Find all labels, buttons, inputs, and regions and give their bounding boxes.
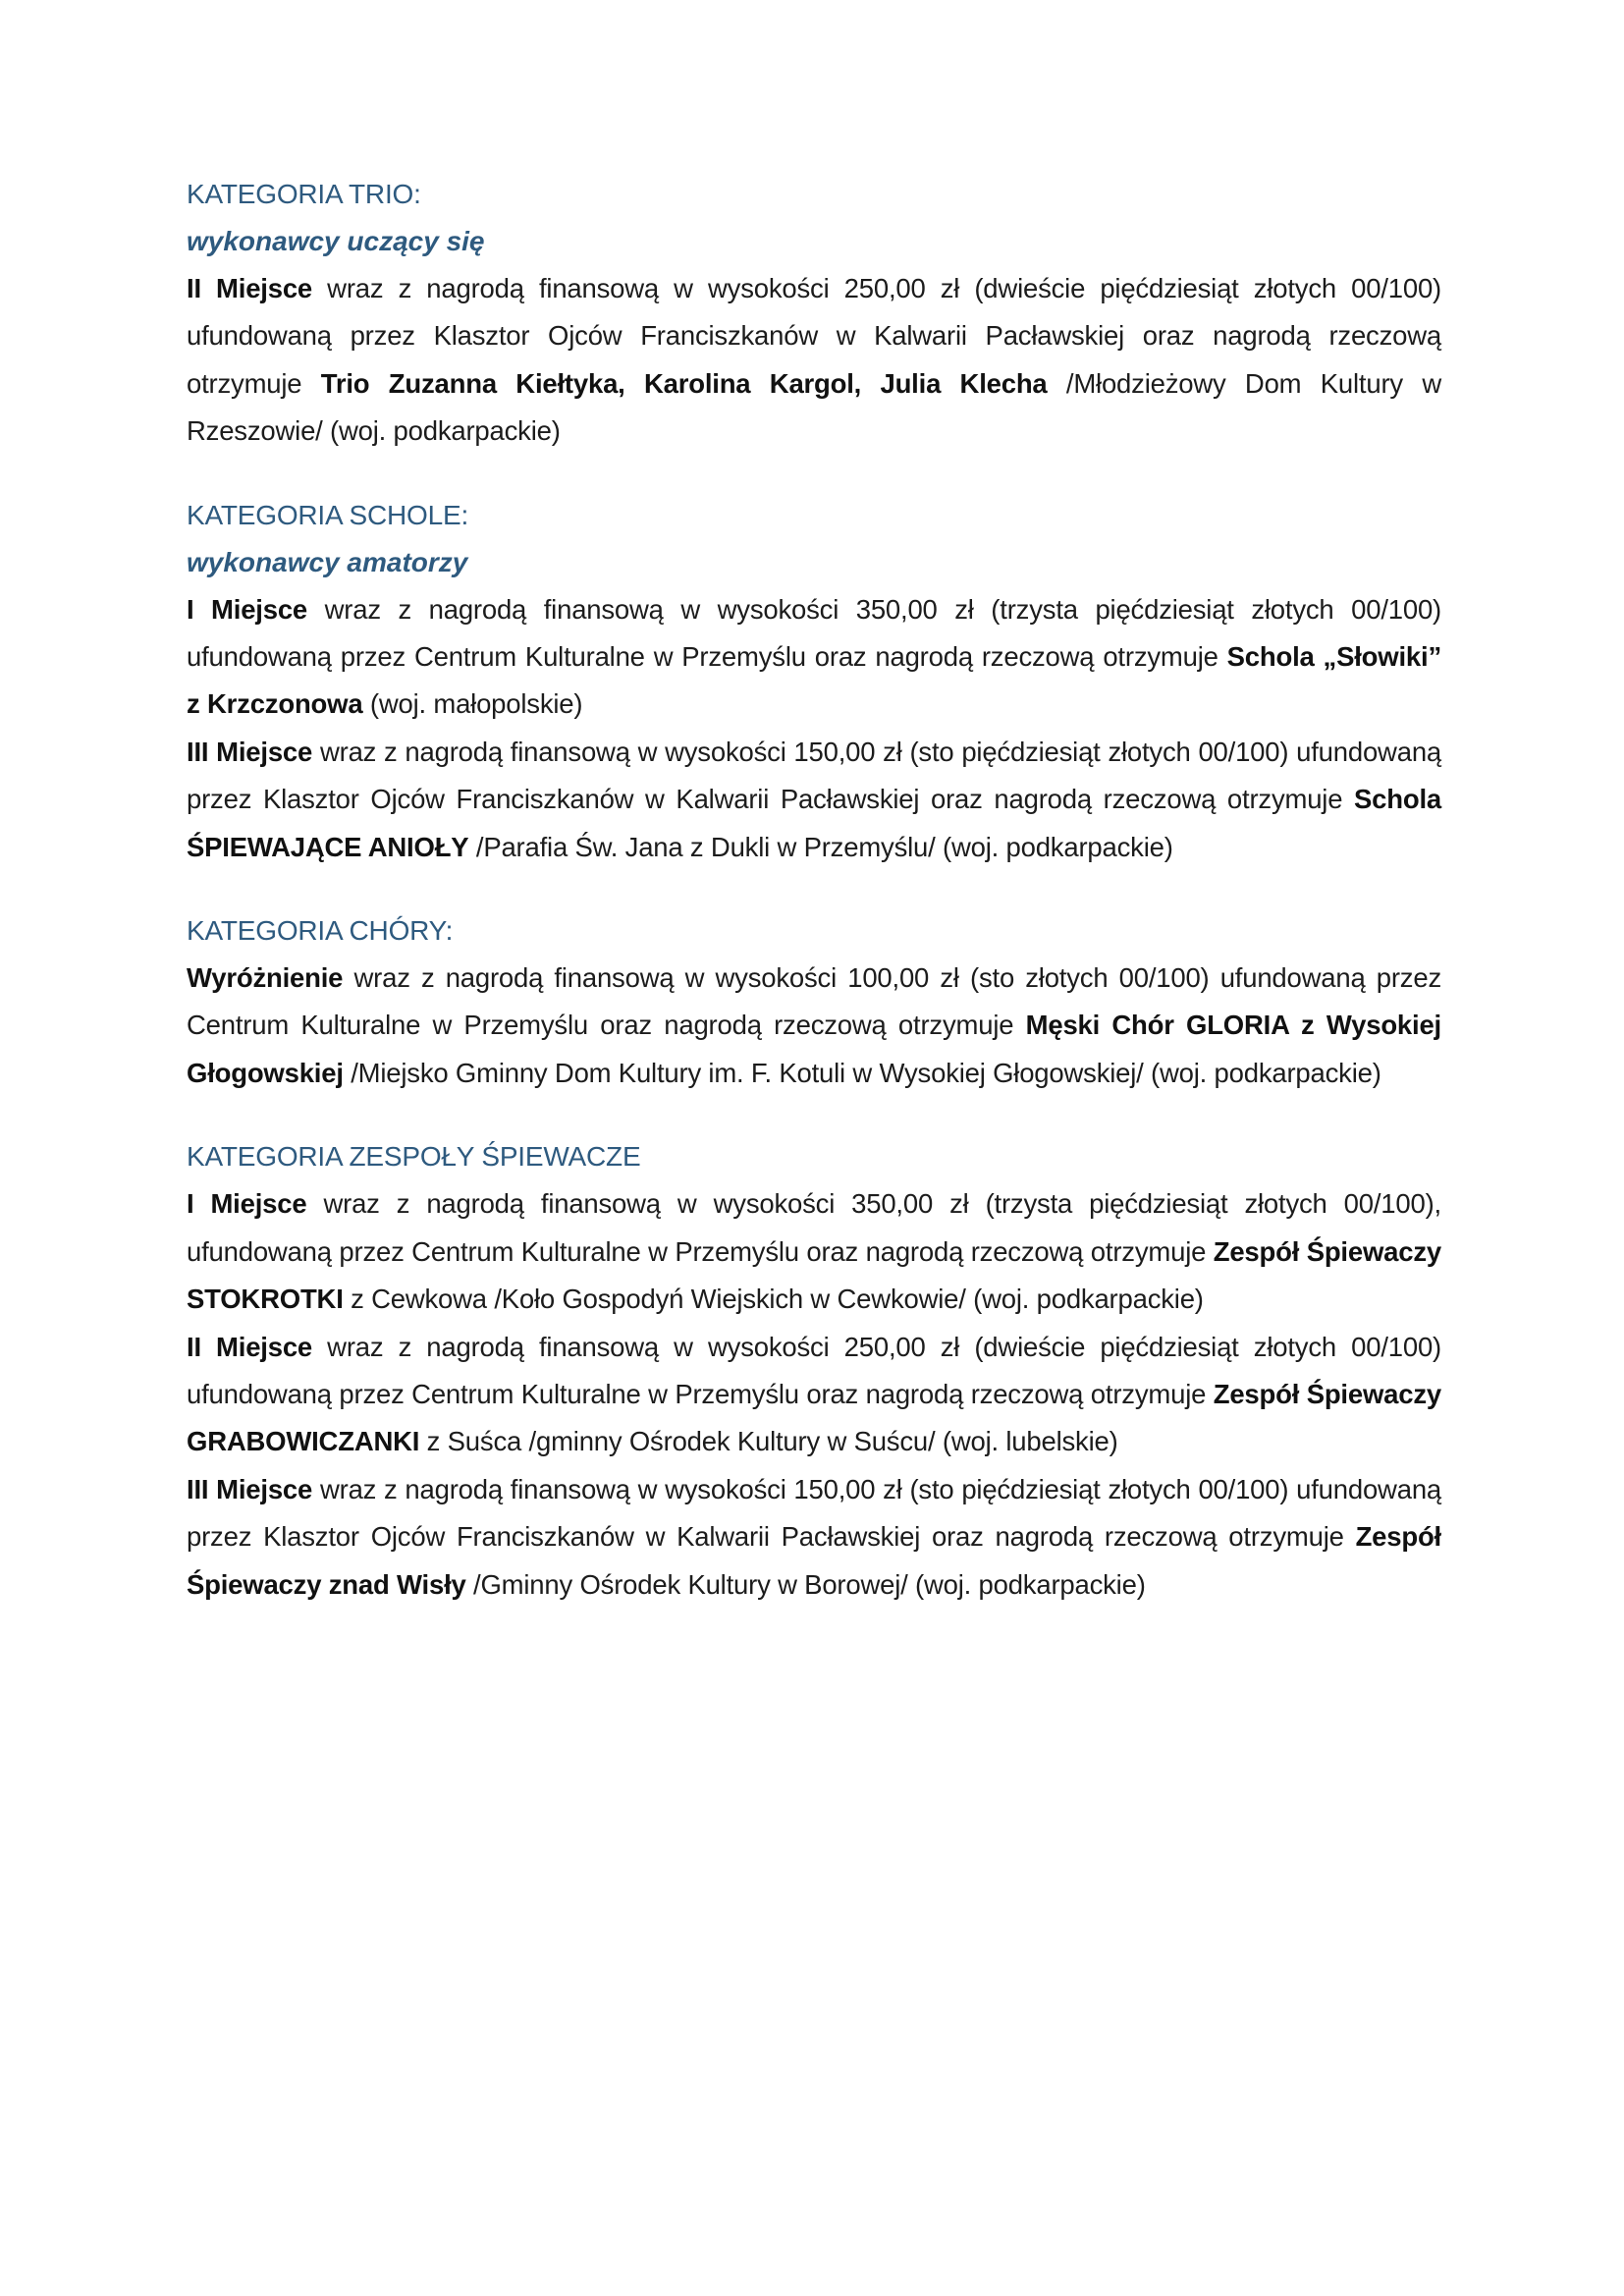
- award-entry: [187, 265, 1441, 456]
- award-entry: [187, 955, 1441, 1097]
- award-affiliation: /Gminny Ośrodek Kultury w Borowej/ (woj. podkarpackie): [465, 1568, 1146, 1600]
- award-description: wraz z nagrodą finansową w wysokości 100,00 zł (sto złotych 00/100) ufundowaną przez Centrum Kulturalne w Przemyślu oraz nagrodą rzeczową otrzymuje: [187, 962, 1441, 1041]
- award-place: I Miejsce: [187, 593, 308, 625]
- award-entry: [187, 729, 1441, 871]
- award-winner: Trio Zuzanna Kiełtyka, Karolina Kargol, Julia Klecha: [320, 367, 1048, 399]
- award-entry: [187, 1466, 1441, 1609]
- section-trio: [187, 171, 1441, 456]
- category-title: KATEGORIA CHÓRY:: [187, 915, 454, 947]
- award-entry: [187, 586, 1441, 729]
- award-place: I Miejsce: [187, 1188, 307, 1220]
- award-place: II Miejsce: [187, 1331, 313, 1362]
- award-description: wraz z nagrodą finansową w wysokości 350,00 zł (trzysta pięćdziesiąt złotych 00/100) ufundowaną przez Centrum Kulturalne w Przemyślu oraz nagrodą rzeczową otrzymuje: [187, 593, 1441, 673]
- award-winner: Zespół Śpiewaczy STOKROTKI: [187, 1235, 1441, 1315]
- award-entry: [187, 1180, 1441, 1323]
- award-winner: Zespół Śpiewaczy znad Wisły: [187, 1521, 1441, 1600]
- section-chory: [187, 907, 1441, 1097]
- award-place: III Miejsce: [187, 1473, 313, 1504]
- award-affiliation: /Miejsko Gminny Dom Kultury im. F. Kotuli w Wysokiej Głogowskiej/ (woj. podkarpackie): [343, 1057, 1381, 1088]
- category-subtitle: wykonawcy uczący się: [187, 226, 485, 256]
- award-affiliation: /Młodzieżowy Dom Kultury w Rzeszowie/ (woj. podkarpackie): [187, 367, 1441, 447]
- award-affiliation: (woj. małopolskie): [362, 688, 583, 720]
- award-description: wraz z nagrodą finansową w wysokości 250,00 zł (dwieście pięćdziesiąt złotych 00/100) ufundowaną przez Centrum Kulturalne w Przemyślu oraz nagrodą rzeczową otrzymuje: [187, 1331, 1441, 1409]
- award-winner: Schola ŚPIEWAJĄCE ANIOŁY: [187, 784, 1441, 862]
- award-description: wraz z nagrodą finansową w wysokości 150,00 zł (sto pięćdziesiąt złotych 00/100) ufundowaną przez Klasztor Ojców Franciszkanów w Kalwarii Pacławskiej oraz nagrodą rzeczową otrzymuje: [187, 736, 1442, 815]
- award-affiliation: z Cewkowa /Koło Gospodyń Wiejskich w Cewkowie/ (woj. podkarpackie): [343, 1284, 1204, 1315]
- award-place: Wyróżnienie: [187, 962, 344, 994]
- award-winner: Zespół Śpiewaczy GRABOWICZANKI: [187, 1378, 1441, 1457]
- category-title: KATEGORIA TRIO:: [187, 179, 421, 209]
- award-entry: [187, 1324, 1441, 1466]
- award-place: II Miejsce: [187, 273, 313, 303]
- document-content: [187, 171, 1441, 1645]
- award-description: wraz z nagrodą finansową w wysokości 350,00 zł (trzysta pięćdziesiąt złotych 00/100), ufundowaną przez Centrum Kulturalne w Przemyślu oraz nagrodą rzeczową otrzymuje: [187, 1188, 1441, 1267]
- category-title: KATEGORIA SCHOLE:: [187, 499, 469, 530]
- award-description: wraz z nagrodą finansową w wysokości 250,00 zł (dwieście pięćdziesiąt złotych 00/100) ufundowaną przez Klasztor Ojców Franciszkanów w Kalwarii Pacławskiej oraz nagrodą rzeczową otrzymuje: [187, 273, 1441, 399]
- category-title: KATEGORIA ZESPOŁY ŚPIEWACZE: [187, 1141, 641, 1173]
- award-winner: Schola „Słowiki” z Krzczonowa: [187, 641, 1441, 720]
- award-winner: Męski Chór GLORIA z Wysokiej Głogowskiej: [187, 1010, 1441, 1088]
- award-affiliation: /Parafia Św. Jana z Dukli w Przemyślu/ (woj. podkarpackie): [468, 831, 1173, 862]
- section-zespoly-spiewacze: [187, 1133, 1441, 1609]
- award-description: wraz z nagrodą finansową w wysokości 150,00 zł (sto pięćdziesiąt złotych 00/100) ufundowaną przez Klasztor Ojców Franciszkanów w Kalwarii Pacławskiej oraz nagrodą rzeczową otrzymuje: [187, 1473, 1442, 1553]
- section-schole: [187, 492, 1441, 871]
- award-place: III Miejsce: [187, 736, 313, 767]
- category-subtitle: wykonawcy amatorzy: [187, 546, 468, 577]
- award-affiliation: z Suśca /gminny Ośrodek Kultury w Suścu/ (woj. lubelskie): [419, 1426, 1118, 1457]
